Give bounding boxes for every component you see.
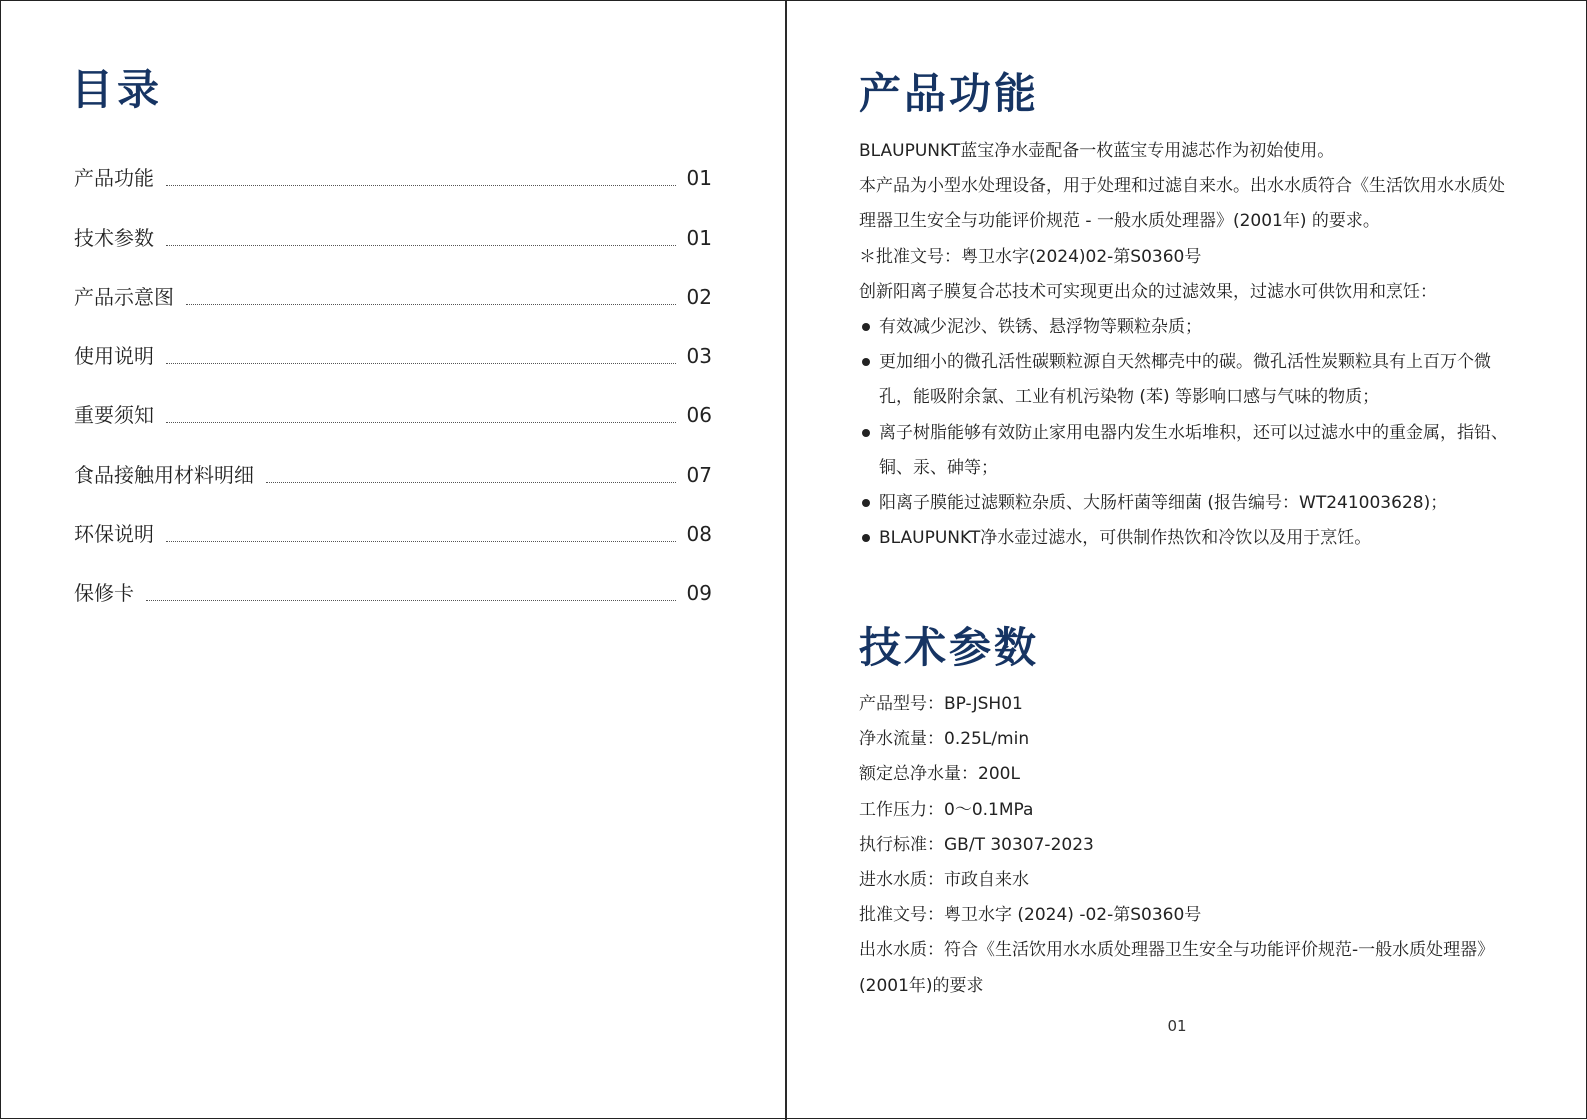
- features-paragraph: 本产品为小型水处理设备，用于处理和过滤自来水。出水水质符合《生活饮用水水质处理器卫生安全与功能评价规范 - 一般水质处理器》(2001年) 的要求。: [859, 176, 1505, 232]
- spec-model: 产品型号：BP-JSH01: [859, 694, 1023, 714]
- toc-item-diagram[interactable]: [74, 262, 712, 321]
- toc-item-label: 产品示意图: [74, 284, 174, 309]
- toc-leader-dots: [166, 421, 676, 423]
- toc-list: [74, 143, 712, 617]
- toc-item-page: 01: [686, 166, 712, 191]
- specs-body: [859, 687, 1509, 1004]
- toc-item-page: 09: [686, 581, 712, 606]
- toc-item-label: 保修卡: [74, 581, 134, 606]
- spec-standard: 执行标准：GB/T 30307-2023: [859, 834, 1094, 855]
- toc-item-label: 使用说明: [74, 344, 154, 369]
- toc-item-page: 06: [686, 403, 712, 428]
- toc-page: [1, 1, 785, 1120]
- features-body: [859, 134, 1509, 556]
- bullet-dot-icon: [862, 358, 870, 366]
- features-bullet-list: [859, 310, 1509, 556]
- features-bullet: [859, 345, 1509, 415]
- features-bullet: [859, 521, 1509, 556]
- toc-item-instructions[interactable]: [74, 321, 712, 380]
- toc-title: 目录: [71, 65, 164, 114]
- spec-inlet-water: 进水水质：市政自来水: [859, 870, 1029, 891]
- spec-outlet-water: 出水水质：符合《生活饮用水水质处理器卫生安全与功能评价规范-一般水质处理器》(2001年)的要求: [859, 940, 1495, 996]
- toc-item-label: 食品接触用材料明细: [74, 462, 254, 487]
- spec-flow-rate: 净水流量：0.25L/min: [859, 729, 1030, 750]
- bullet-text: BLAUPUNKT净水壶过滤水，可供制作热饮和冷饮以及用于烹饪。: [879, 528, 1372, 549]
- bullet-dot-icon: [862, 323, 870, 331]
- features-bullet: [859, 416, 1509, 486]
- toc-leader-dots: [146, 599, 676, 601]
- toc-item-features[interactable]: [74, 143, 712, 202]
- toc-item-page: 01: [686, 225, 712, 250]
- spec-working-pressure: 工作压力：0～0.1MPa: [859, 799, 1034, 820]
- toc-item-label: 环保说明: [74, 522, 154, 547]
- toc-leader-dots: [166, 184, 676, 186]
- features-title: 产品功能: [859, 69, 1040, 118]
- toc-item-page: 03: [686, 344, 712, 369]
- bullet-text: 离子树脂能够有效防止家用电器内发生水垢堆积，还可以过滤水中的重金属，指铅、铜、汞、砷等；: [879, 422, 1508, 478]
- toc-item-notices[interactable]: [74, 380, 712, 439]
- features-paragraph: 创新阳离子膜复合芯技术可实现更出众的过滤效果，过滤水可供饮用和烹饪：: [859, 281, 1437, 302]
- toc-item-page: 02: [686, 284, 712, 309]
- toc-leader-dots: [186, 303, 676, 305]
- toc-leader-dots: [266, 481, 676, 483]
- toc-item-label: 技术参数: [74, 225, 154, 250]
- toc-item-label: 产品功能: [74, 166, 154, 191]
- toc-leader-dots: [166, 362, 676, 364]
- spec-rated-capacity: 额定总净水量：200L: [859, 764, 1020, 785]
- bullet-text: 更加细小的微孔活性碳颗粒源自天然椰壳中的碳。微孔活性炭颗粒具有上百万个微孔，能吸附余氯、工业有机污染物 (苯) 等影响口感与气味的物质；: [879, 352, 1491, 408]
- toc-item-page: 08: [686, 522, 712, 547]
- toc-item-label: 重要须知: [74, 403, 154, 428]
- toc-leader-dots: [166, 244, 676, 246]
- toc-item-warranty[interactable]: [74, 558, 712, 617]
- specs-title: 技术参数: [859, 623, 1040, 672]
- approval-note: ＊批准文号：粤卫水字(2024)02-第S0360号: [859, 246, 1202, 267]
- toc-leader-dots: [166, 540, 676, 542]
- bullet-dot-icon: [862, 499, 870, 507]
- page-number: 01: [1167, 1017, 1187, 1035]
- bullet-text: 阳离子膜能过滤颗粒杂质、大肠杆菌等细菌 (报告编号：WT241003628)；: [879, 493, 1448, 514]
- bullet-dot-icon: [862, 534, 870, 542]
- bullet-dot-icon: [862, 429, 870, 437]
- toc-item-environment[interactable]: [74, 499, 712, 558]
- toc-item-specs[interactable]: [74, 202, 712, 261]
- spec-approval-number: 批准文号：粤卫水字 (2024) -02-第S0360号: [859, 905, 1202, 926]
- bullet-text: 有效减少泥沙、铁锈、悬浮物等颗粒杂质；: [879, 317, 1202, 338]
- toc-item-page: 07: [686, 462, 712, 487]
- content-page: [787, 1, 1587, 1120]
- toc-item-materials[interactable]: [74, 439, 712, 498]
- features-bullet: [859, 310, 1509, 345]
- features-bullet: [859, 486, 1509, 521]
- features-paragraph: BLAUPUNKT蓝宝净水壶配备一枚蓝宝专用滤芯作为初始使用。: [859, 141, 1335, 161]
